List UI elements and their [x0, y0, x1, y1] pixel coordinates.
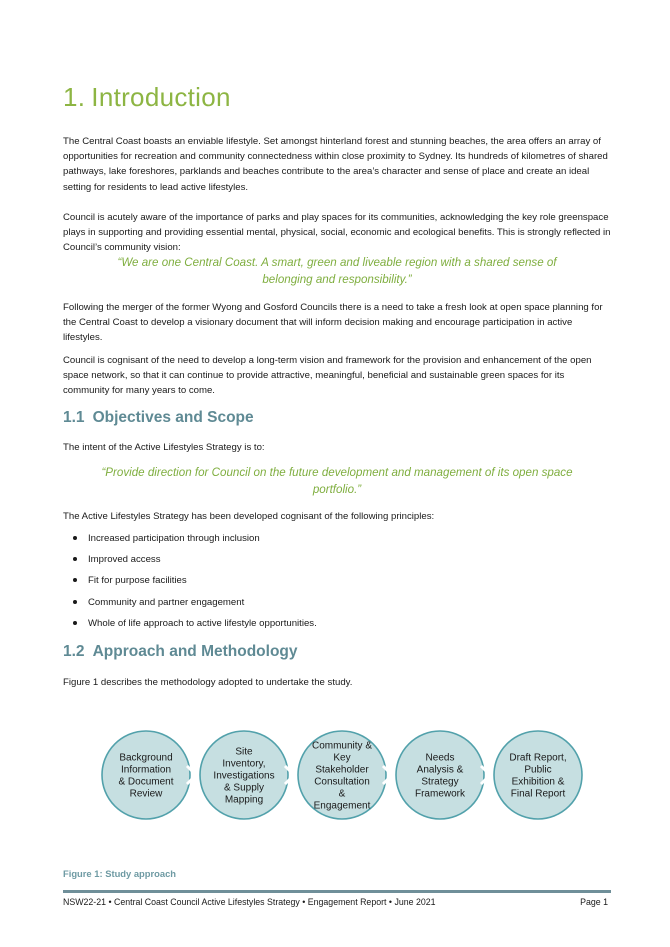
principles-intro: The Active Lifestyles Strategy has been developed cognisant of the following principles:: [63, 511, 435, 522]
principles-list: [63, 531, 611, 637]
methodology-diagram: [0, 720, 670, 840]
step-label-line: Mapping: [224, 794, 264, 806]
list-item-text: Increased participation through inclusion: [88, 533, 260, 544]
step-label-line: Stakeholder: [315, 764, 369, 776]
chapter-number: 1.: [63, 82, 86, 112]
footer-divider: [63, 890, 611, 893]
step-label-line: Background: [119, 752, 173, 764]
intent-quote: “Provide direction for Council on the future development and management of its open space portfolio.”: [101, 466, 573, 496]
section-number: 1.1: [63, 409, 85, 426]
bullet-icon: [73, 578, 77, 582]
list-item-text: Fit for purpose facilities: [88, 575, 187, 587]
list-item: [63, 595, 611, 616]
step-label-line: Analysis &: [416, 764, 464, 776]
step-label-line: Needs: [425, 752, 455, 764]
step-label-line: & Document: [118, 776, 174, 788]
chapter-title: Introduction: [91, 82, 231, 112]
step-label-line: Public: [524, 764, 552, 776]
section-title: Approach and Methodology: [92, 643, 298, 660]
step-label-line: Review: [129, 788, 163, 800]
step-label-line: Key: [333, 752, 351, 764]
section-heading-objectives: [63, 409, 254, 427]
intro-paragraph-1: The Central Coast boasts an enviable lifestyle. Set amongst hinterland forest and stunning beaches, the area offers an array of opportunities for recreation and community connectedness within close proximity to Sydney. Its hundreds of kilometres of shared pathways, lake foreshores, parklands and beaches contribute to the area’s character and sense of place and create an ideal setting for residents to lead active lifestyles.: [63, 136, 608, 193]
bullet-icon: [73, 600, 77, 604]
vision-quote: “We are one Central Coast. A smart, green and liveable region with a shared sense of belonging and responsibility.”: [117, 256, 557, 286]
intent-text: The intent of the Active Lifestyles Strategy is to:: [63, 442, 265, 453]
list-item-text: Community and partner engagement: [88, 596, 245, 608]
bullet-icon: [73, 621, 77, 625]
methodology-step-1: [102, 731, 196, 819]
step-label-line: Framework: [414, 788, 466, 800]
step-label-line: Exhibition &: [511, 776, 565, 788]
methodology-step-3: [298, 731, 392, 819]
page-number: Page 1: [580, 897, 608, 907]
list-item: [63, 531, 611, 552]
list-item-text: Improved access: [88, 554, 161, 566]
step-label-line: Final Report: [510, 788, 566, 800]
methodology-step-4: [396, 731, 490, 819]
step-label-line: Community &: [311, 740, 373, 752]
bullet-icon: [73, 536, 77, 540]
list-item: [63, 616, 611, 637]
bullet-icon: [73, 557, 77, 561]
step-label-line: & Supply: [223, 782, 265, 794]
methodology-step-2: [200, 731, 294, 819]
step-label-line: Site: [235, 746, 253, 758]
step-label-line: Inventory,: [222, 758, 266, 770]
step-label-line: Engagement: [313, 800, 371, 812]
step-label-line: Investigations: [213, 770, 275, 782]
step-label-line: &: [338, 788, 346, 800]
methodology-step-5: [494, 731, 582, 819]
figure-caption: Figure 1: Study approach: [63, 868, 177, 879]
section-title: Objectives and Scope: [92, 409, 254, 426]
chapter-heading: [63, 82, 231, 113]
approach-text: Figure 1 describes the methodology adopted to undertake the study.: [63, 677, 353, 688]
section-heading-approach: [63, 643, 298, 661]
step-label-line: Information: [120, 764, 172, 776]
section-number: 1.2: [63, 643, 85, 660]
merger-paragraph: Following the merger of the former Wyong and Gosford Councils there is a need to take a fresh look at open space planning for the Central Coast to develop a visionary document that will inform decision making and encourage participation in active lifestyles.: [63, 302, 603, 344]
step-label-line: Strategy: [421, 776, 459, 788]
vision-paragraph: Council is cognisant of the need to develop a long-term vision and framework for the provision and enhancement of the open space network, so that it can continue to provide attractive, meaningful, beneficial and sustainable green spaces for its community for many years to come.: [63, 355, 592, 397]
step-label-line: Draft Report,: [509, 752, 567, 764]
list-item: [63, 573, 611, 594]
list-item-text: Whole of life approach to active lifestyle opportunities.: [88, 617, 317, 629]
step-label-line: Consultation: [314, 776, 370, 788]
intro-paragraph-2: Council is acutely aware of the importance of parks and play spaces for its communities, acknowledging the key role greenspace plays in supporting and providing essential mental, physical, social, economic and ecological benefits. This is strongly reflected in Council’s community vision:: [63, 212, 611, 254]
list-item: [63, 552, 611, 573]
footer-text: NSW22-21 • Central Coast Council Active Lifestyles Strategy • Engagement Report • June 2021: [63, 897, 436, 907]
